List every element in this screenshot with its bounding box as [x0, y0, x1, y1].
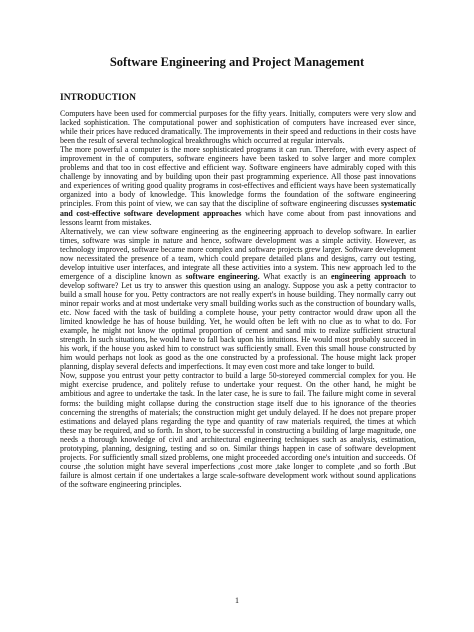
section-heading: INTRODUCTION	[60, 93, 137, 103]
bold-phrase: engineering approach	[330, 271, 407, 281]
bold-phrase: software engineering.	[185, 271, 260, 281]
text-run: Now, suppose you entrust your petty contractor to build a large 50-storeyed commercial complex for you. He might exercise prudence, and politely refuse to undertake your request. On the other hand, he might be ambitious and agree to undertake the task. In the later case, he is sure to fail. The failure might come in several forms: the building might collapse during the construction stage itself due to his ignorance of the theories concerning the strengths of materials; the construction might get unduly delayed. If he does not prepare proper estimations and delayed plans regarding the type and quantity of raw materials required, the times at which these may be required, and so forth. In short, to be successful in constructing a building of large magnitude, one needs a thorough knowledge of civil and architectural engineering techniques such as analysis, estimation, prototyping, planning, designing, testing and so on. Similar things happen in case of software development projects. For sufficiently small sized problems, one might proceeded according one's intuition and succeeds. Of course ,the solution might have several imperfections ,cost more ,take longer to complete ,and so forth .But failure is almost certain if one undertakes a large scale-software development work without sound applications of the software engineering principles.	[60, 371, 416, 489]
text-run: to develop software? Let us try to answer this question using an analogy. Suppose you ask a petty contractor to build a small house for you. Petty contractors are not really expert's in house building. They normally carry out minor repair works and at most undertake very small building works such as the construction of boundary walls, etc. Now faced with the task of building a complete house, your petty contractor would draw upon all the limited knowledge he has of house building. Yet, he would often be left with no clue as to what to do. For example, he might not know the optimal proportion of cement and sand mix to realize sufficient structural strength. In such situations, he would have to fall back upon his intuitions. He would most probably succeed in his work, if the house you asked him to construct was sufficiently small. Even this small house constructed by him would perhaps not look as good as the one constructed by a professional. The house might lack proper planning, display several defects and imperfections. It may even cost more and take longer to build.	[60, 271, 417, 372]
bold-phrase: systematic and cost-effective software development approaches	[60, 199, 416, 218]
text-run: Alternatively, we can view software engineering as the engineering approach to develop software. In earlier times, software was simple in nature and hence, software development was a simple activity. However, as technology improved, software became more complex and software projects grew larger. Software development now necessitated the presence of a team, which could prepare detailed plans and designs, carry out testing, develop intuitive user interfaces, and integrate all these activities into a system. This new approach led to the emergence of a discipline known as	[60, 226, 416, 281]
page-number: 1	[235, 596, 239, 605]
text-run: The more powerful a computer is the more sophisticated programs it can run. Therefore, with every aspect of improvement in the of computers, software engineers have been tasked to solve larger and more complex problems and that too in cost effective and efficient way. Software engineers have admirably coped with this challenge by innovating and by building upon their past programming experience. All those past innovations and experiences of writing good quality programs in cost-effectives and efficient ways have been systematically organized into a body of knowledge. This knowledge forms the foundation of the software engineering principles. From this point of view, we can say that the discipline of software engineering discusses	[60, 145, 416, 209]
text-run: Computers have been used for commercial purposes for the fifty years. Initially, computers were very slow and lacked sophistication. The computational power and sophistication of computers have increased ever since, while their prices have reduced dramatically. The improvements in their speed and reductions in their costs have been the result of several technological breakthroughs which occurred at regular intervals.	[60, 109, 416, 146]
text-run: What exactly is an	[259, 271, 331, 281]
body-text	[60, 109, 416, 489]
paragraph-2	[60, 145, 416, 226]
paragraph-1	[60, 109, 416, 145]
text-run: which have come about from past innovations and lessons learnt from mistakes.	[60, 208, 417, 227]
page-title: Software Engineering and Project Management	[109, 55, 365, 69]
paragraph-3	[60, 227, 416, 372]
paragraph-4	[60, 371, 416, 489]
